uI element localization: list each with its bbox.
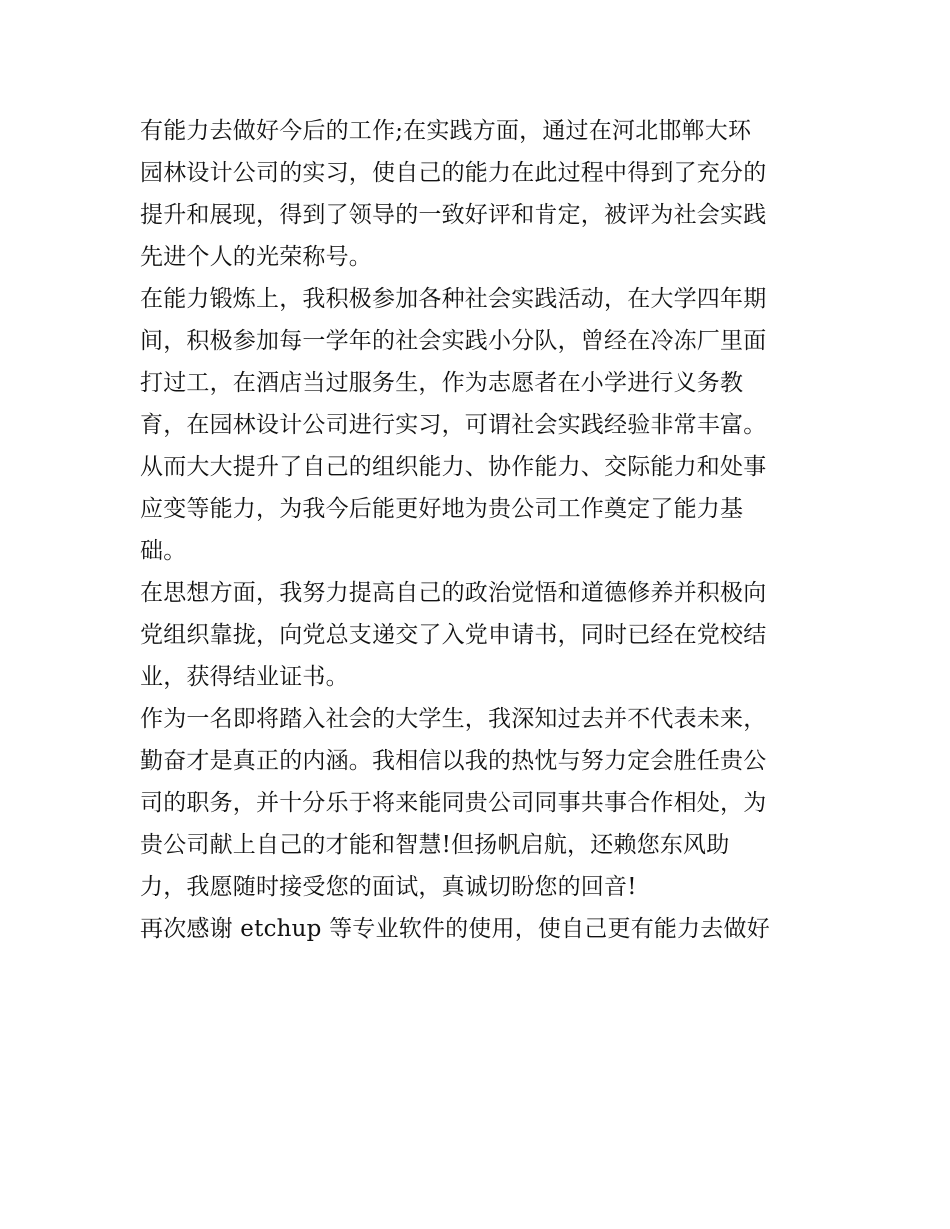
paragraph-4-line-2: 勤奋才是真正的内涵。我相信以我的热忱与努力定会胜任贵公 [140,748,767,774]
paragraph-3-line-2: 党组织靠拢，向党总支递交了入党申请书，同时已经在党校结 [140,622,767,648]
paragraph-1-line-1: 有能力去做好今后的工作;在实践方面，通过在河北邯郸大环 [140,118,752,144]
paragraph-2-line-5: 从而大大提升了自己的组织能力、协作能力、交际能力和处事 [140,454,767,480]
paragraph-1-line-4: 先进个人的光荣称号。 [140,244,372,270]
paragraph-2-line-2: 间，积极参加每一学年的社会实践小分队，曾经在冷冻厂里面 [140,328,767,354]
paragraph-3-line-1: 在思想方面，我努力提高自己的政治觉悟和道德修养并积极向 [140,580,767,606]
paragraph-2-line-3: 打过工，在酒店当过服务生，作为志愿者在小学进行义务教 [140,370,744,396]
paragraph-5-line-1: 再次感谢 etchup 等专业软件的使用，使自己更有能力去做好 [140,916,770,942]
paragraph-1-line-3: 提升和展现，得到了领导的一致好评和肯定，被评为社会实践 [140,202,767,228]
paragraph-1-line-2: 园林设计公司的实习，使自己的能力在此过程中得到了充分的 [140,160,767,186]
paragraph-4-line-4: 贵公司献上自己的才能和智慧!但扬帆启航，还赖您东风助 [140,832,730,858]
paragraph-2-line-4: 育，在园林设计公司进行实习，可谓社会实践经验非常丰富。 [140,412,767,438]
paragraph-4-line-5: 力，我愿随时接受您的面试，真诚切盼您的回音! [140,874,637,900]
paragraph-3-line-3: 业，获得结业证书。 [140,664,349,690]
paragraph-4-line-3: 司的职务，并十分乐于将来能同贵公司同事共事合作相处，为 [140,790,767,816]
paragraph-2-line-7: 础。 [140,538,187,564]
document-body [140,110,820,950]
paragraph-2-line-6: 应变等能力，为我今后能更好地为贵公司工作奠定了能力基 [140,496,744,522]
paragraph-4-line-1: 作为一名即将踏入社会的大学生，我深知过去并不代表未来， [140,706,767,732]
paragraph-2-line-1: 在能力锻炼上，我积极参加各种社会实践活动，在大学四年期 [140,286,767,312]
